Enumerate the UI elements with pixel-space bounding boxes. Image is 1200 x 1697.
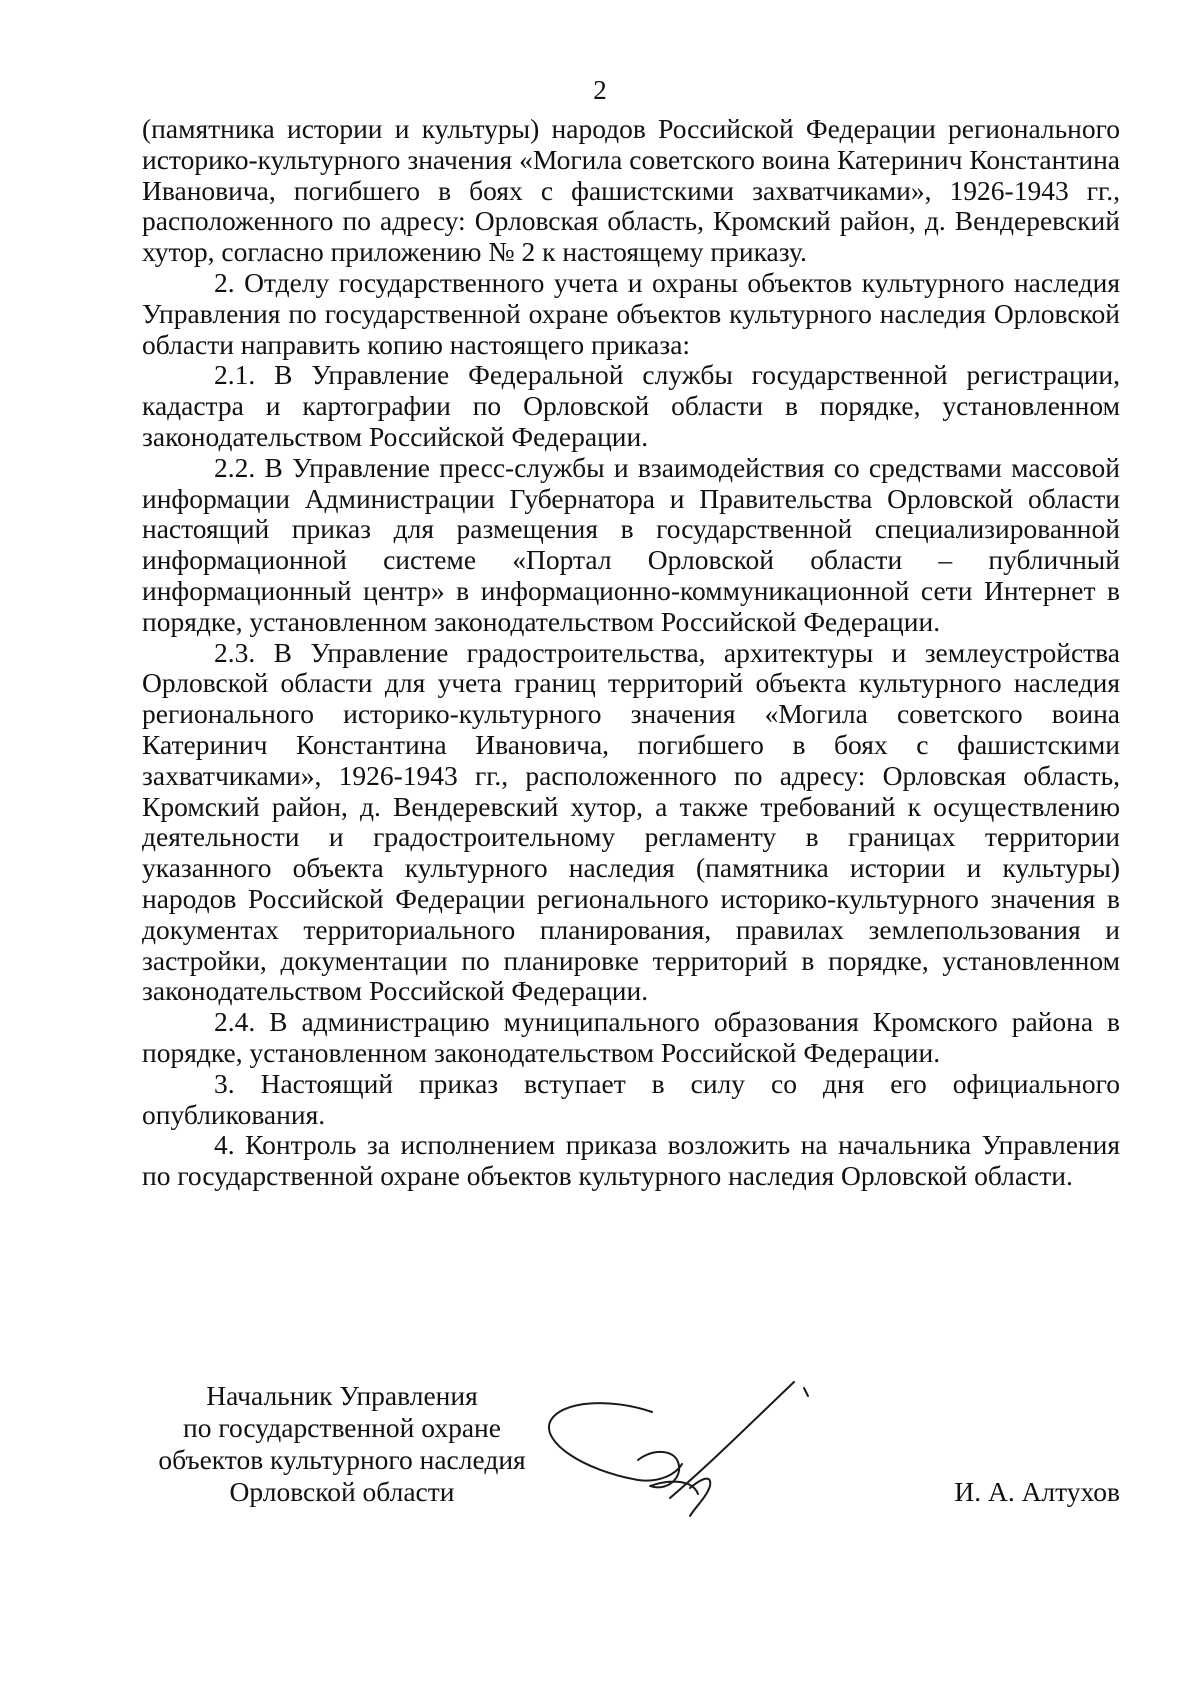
paragraph-continuation: (памятника истории и культуры) народов Российской Федерации регионального историко-культурного значения «Могила советского воина Катеринич Константина Ивановича, погибшего в боях с фашистскими захватчиками», 1926-1943 гг., расположенного по адресу: Орловская область, Кромский район, д. Вендеревский хутор, согласно приложению № 2 к настоящему приказу.: [142, 113, 1120, 268]
handwritten-signature: [542, 1370, 822, 1520]
paragraph-item-4: 4. Контроль за исполнением приказа возложить на начальника Управления по государственной охране объектов культурного наследия Орловской области.: [142, 1129, 1120, 1192]
signer-position-line: Начальник Управления: [206, 1380, 478, 1411]
paragraph-item-2-1: 2.1. В Управление Федеральной службы государственной регистрации, кадастра и картографии по Орловской области в порядке, установленном законодательством Российской Федерации.: [142, 359, 1120, 452]
paragraph-item-2-2: 2.2. В Управление пресс-службы и взаимодействия со средствами массовой информации Администрации Губернатора и Правительства Орловской области настоящий приказ для размещения в государственной специализированной информационной системе «Портал Орловской области – публичный информационный центр» в информационно-коммуникационной сети Интернет в порядке, установленном законодательством Российской Федерации.: [142, 451, 1120, 637]
signature-block: [142, 1380, 1120, 1540]
signer-name: И. А. Алтухов: [954, 1476, 1120, 1507]
paragraph-item-2: 2. Отделу государственного учета и охраны объектов культурного наследия Управления по государственной охране объектов культурного наследия Орловской области направить копию настоящего приказа:: [142, 266, 1120, 360]
signer-position: [142, 1380, 542, 1508]
signer-position-line: по государственной охране: [183, 1412, 501, 1443]
paragraph-item-3: 3. Настоящий приказ вступает в силу со дня его официального опубликования.: [142, 1067, 1120, 1130]
signer-position-line: объектов культурного наследия: [158, 1444, 526, 1475]
paragraph-item-2-4: 2.4. В администрацию муниципального образования Кромского района в порядке, установленном законодательством Российской Федерации.: [142, 1006, 1120, 1068]
page-number: 2: [593, 75, 607, 105]
document-body: [142, 114, 1120, 1192]
paragraph-item-2-3: 2.3. В Управление градостроительства, архитектуры и землеустройства Орловской области для учета границ территорий объекта культурного наследия регионального историко-культурного значения «Могила советского воина Катеринич Константина Ивановича, погибшего в боях с фашистскими захватчиками», 1926-1943 гг., расположенного по адресу: Орловская область, Кромский район, д. Вендеревский хутор, а также требований к осуществлению деятельности и градостроительному регламенту в границах территории указанного объекта культурного наследия (памятника истории и культуры) народов Российской Федерации регионального историко-культурного значения в документах территориального планирования, правилах землепользования и застройки, документации по планировке территорий в порядке, установленном законодательством Российской Федерации.: [142, 636, 1120, 1007]
signer-position-line: Орловской области: [229, 1476, 455, 1507]
